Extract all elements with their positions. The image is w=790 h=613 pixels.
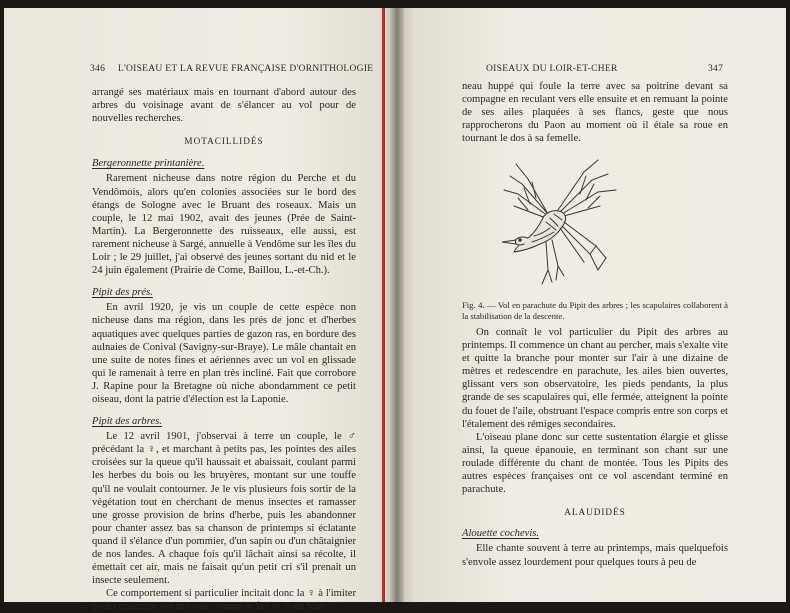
species-title: Bergeronnette printanière. [92, 158, 205, 170]
right-page [396, 8, 786, 602]
pipit-parachute-illustration [488, 154, 648, 294]
body-paragraph: L'oiseau plane donc sur cette sustentation élargie et glisse ainsi, la queue épanouie, en terminant son chant sur une roulade différente du chant de montée. Tous les Pipits des autres espèces françaises ont ce vol ascendant terminé en parachute. [462, 431, 728, 496]
page-edge-mark [382, 8, 385, 602]
left-running-title: L'OISEAU ET LA REVUE FRANÇAISE D'ORNITHOLOGIE [117, 64, 374, 74]
right-text-column [462, 326, 728, 569]
left-intro-paragraph: arrangé ses matériaux mais en tournant d'abord autour des arbres du voisinage avant de s'élancer au vol pour de nouvelles recherches. [92, 87, 356, 125]
species-paragraph: Elle chante souvent à terre au printemps, mais quelquefois s'envole assez lourdement pour quelques tours à peu de [462, 543, 728, 568]
figure-caption: Fig. 4. — Vol en parachute du Pipit des arbres ; les scapulaires collaborent à la stabilisation de la descente. [462, 300, 728, 321]
section-heading-motacillides: MOTACILLIDÉS [184, 136, 264, 147]
left-running-head [90, 64, 373, 74]
right-page-number: 347 [708, 64, 724, 74]
left-text-column [92, 86, 356, 613]
species-paragraph: En avril 1920, je vis un couple de cette espèce non nicheuse dans ma région, dans les prés de jonc et d'herbes aquatiques avec quelques parties de gazon ras, en bordure des aulnaies de Conival (Savigny-sur-Braye). Le mâle chantait en une suite de notes fines et aériennes avec un vol en glissade qui le ramenait à terre en plan très incliné. Fait que corrobore J. Rapine pour la Bretagne où niche abondamment ce petit oiseau, dont la patrie d'élection est la Laponie. [92, 302, 356, 405]
body-paragraph: On connaît le vol particulier du Pipit des arbres au printemps. Il commence un chant au percher, mais s'exalte vite et quitte la branche pour monter sur l'air à une dizaine de mètres et redescendre en parachute, les ailes bien ouvertes, glissant vers son observatoire, les pieds pendants, la plus grande de ses scapulaires qui, elle fermée, atteignent la pointe du fouet de l'aile, obstruant l'espace compris entre son corps et l'étalement des rémiges secondaires. [462, 327, 728, 430]
right-intro-paragraph: neau huppé qui foule la terre avec sa poitrine devant sa compagne en reculant vers elle ensuite et en remuant la pointe de ses ailes plaquées à ses flancs, geste que nous rapprocherons du Paon au moment où il étale sa roue en tournant le dos à sa femelle. [462, 81, 728, 145]
right-intro-block [462, 80, 728, 145]
species-title: Alouette cochevis. [462, 528, 540, 540]
species-title: Pipit des prés. [92, 287, 153, 299]
left-page-number: 346 [90, 64, 106, 74]
species-paragraph: Rarement nicheuse dans notre région du Perche et du Vendômois, alors qu'en colonies associées sur le bord des étangs de Sologne avec le Bruant des roseaux. Mais un couple, le 12 mai 1902, avait des jeunes (Prée de Saint-Martin). La Bergeronnette des ruisseaux, elle aussi, est rarement nicheuse à Sargé, annuelle à Vendôme sur les îles du Loir ; le 29 juillet, j'ai observé des jeunes sortant du nid et le 24 juin également (Prairie de Come, Baillou, L.-et-Ch.). [92, 173, 356, 277]
species-paragraph: Ce comportement si particulier incitait donc la ♀ à l'imiter pour construire son nid tout comme le fait le ♂ du Van- [92, 588, 356, 613]
book-gutter [390, 8, 404, 602]
species-paragraph: Le 12 avril 1901, j'observai à terre un couple, le ♂ précédant la ♀, et marchant à petits pas, les pointes des ailes croisées sur la queue qu'il haussait et abaissait, coulant parmi les herbes du bois ou les bruyères, montant sur une touffe qu'il ne voulait contourner. Je le vis plusieurs fois sortir de la végétation tout en cherchant de menus insectes et ramasser une grosse provision de brins d'herbe, puis les abandonner pour chanter assez bas sa chanson de printemps si éclatante quand il s'élance d'un pommier, d'un sapin ou d'un châtaignier de nos landes. A chaque fois qu'il lâchait ainsi sa récolte, il émettait cet air, mais ne faisait qu'un petit cri s'il prenait un insecte seulement. [92, 431, 356, 587]
book-spread [4, 8, 786, 613]
section-heading-alaudides: ALAUDIDÉS [564, 507, 626, 518]
right-running-title: OISEAUX DU LOIR-ET-CHER [486, 64, 618, 74]
species-title: Pipit des arbres. [92, 416, 162, 428]
left-page [4, 8, 396, 613]
